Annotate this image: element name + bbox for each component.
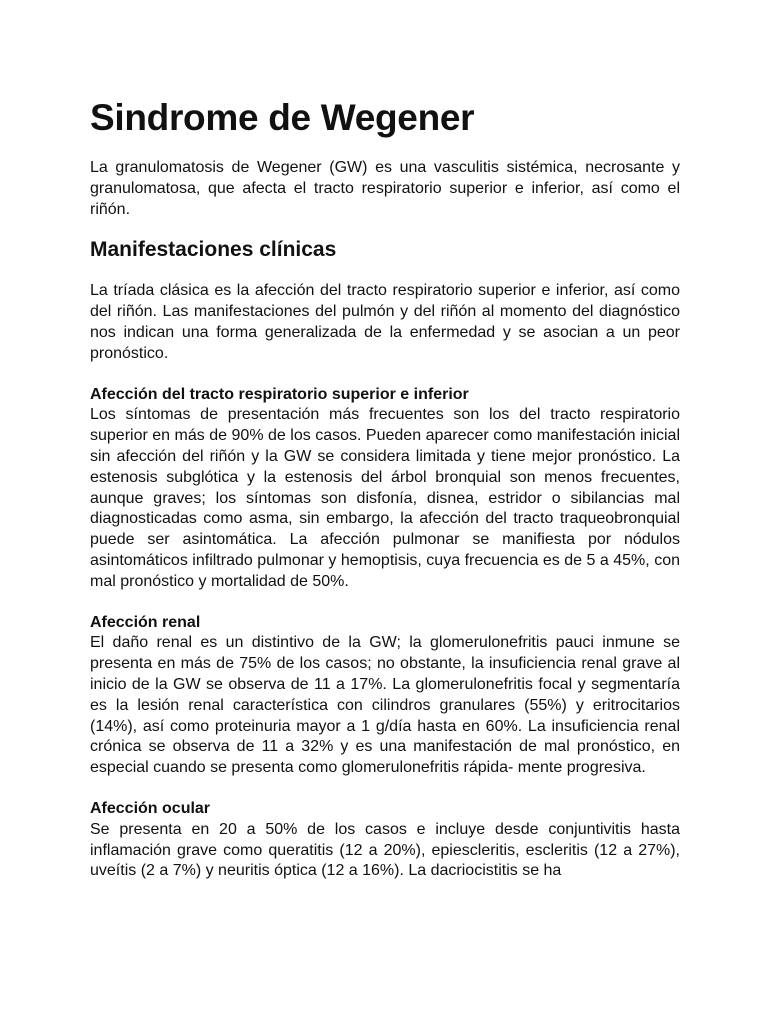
- section-intro-paragraph: La tríada clásica es la afección del tracto respiratorio superior e inferior, así como del riñón. Las manifestaciones del pulmón y del riñón al momento del diagnóstico nos indican una forma generalizada de la enfermedad y se asocian a un peor pronóstico.: [90, 282, 680, 362]
- intro-paragraph: La granulomatosis de Wegener (GW) es una vasculitis sistémica, necrosante y granulomatosa, que afecta el tracto respiratorio superior e inferior, así como el riñón.: [90, 159, 680, 218]
- subsection-body-ocular: Se presenta en 20 a 50% de los casos e incluye desde conjuntivitis hasta inflamación grave como queratitis (12 a 20%), epiescleritis, escleritis (12 a 27%), uveítis (2 a 7%) y neuritis óptica (12 a 16%). La dacriocistitis se ha: [90, 820, 680, 880]
- subsection-body-renal: El daño renal es un distintivo de la GW; la glomerulonefritis pauci inmune se presenta en más de 75% de los casos; no obstante, la insuficiencia renal grave al inicio de la GW se observa de 11 a 17%. La glomerulonefritis focal y segmentaría es la lesión renal característica con cilindros granulares (55%) y eritrocitarios (14%), así como proteinuria mayor a 1 g/día hasta en 60%. La insuficiencia renal crónica se observa de 11 a 32% y es una manifestación de mal pronóstico, en especial cuando se presenta como glomerulonefritis rápida- mente progresiva.: [90, 634, 680, 777]
- subsection-heading-renal: Afección renal: [90, 613, 201, 631]
- section-heading: Manifestaciones clínicas: [90, 238, 337, 262]
- subsection-heading-ocular: Afección ocular: [90, 799, 211, 817]
- subsection-body-respiratory: Los síntomas de presentación más frecuentes son los del tracto respiratorio superior en más de 90% de los casos. Pueden aparecer como manifestación inicial sin afección del riñón y la GW se considera limitada y tiene mejor pronóstico. La estenosis subglótica y la estenosis del árbol bronquial son menos frecuentes, aunque graves; los síntomas son disfonía, disnea, estridor o sibilancias mal diagnosticadas como asma, sin embargo, la afección del tracto traqueobronquial puede ser asintomática. La afección pulmonar se manifiesta por nódulos asintomáticos infiltrado pulmonar y hemoptisis, cuya frecuencia es de 5 a 45%, con mal pronóstico y mortalidad de 50%.: [90, 406, 680, 590]
- page-title: Sindrome de Wegener: [90, 97, 475, 138]
- document-page: [90, 95, 680, 882]
- subsection-heading-respiratory: Afección del tracto respiratorio superior e inferior: [90, 385, 469, 403]
